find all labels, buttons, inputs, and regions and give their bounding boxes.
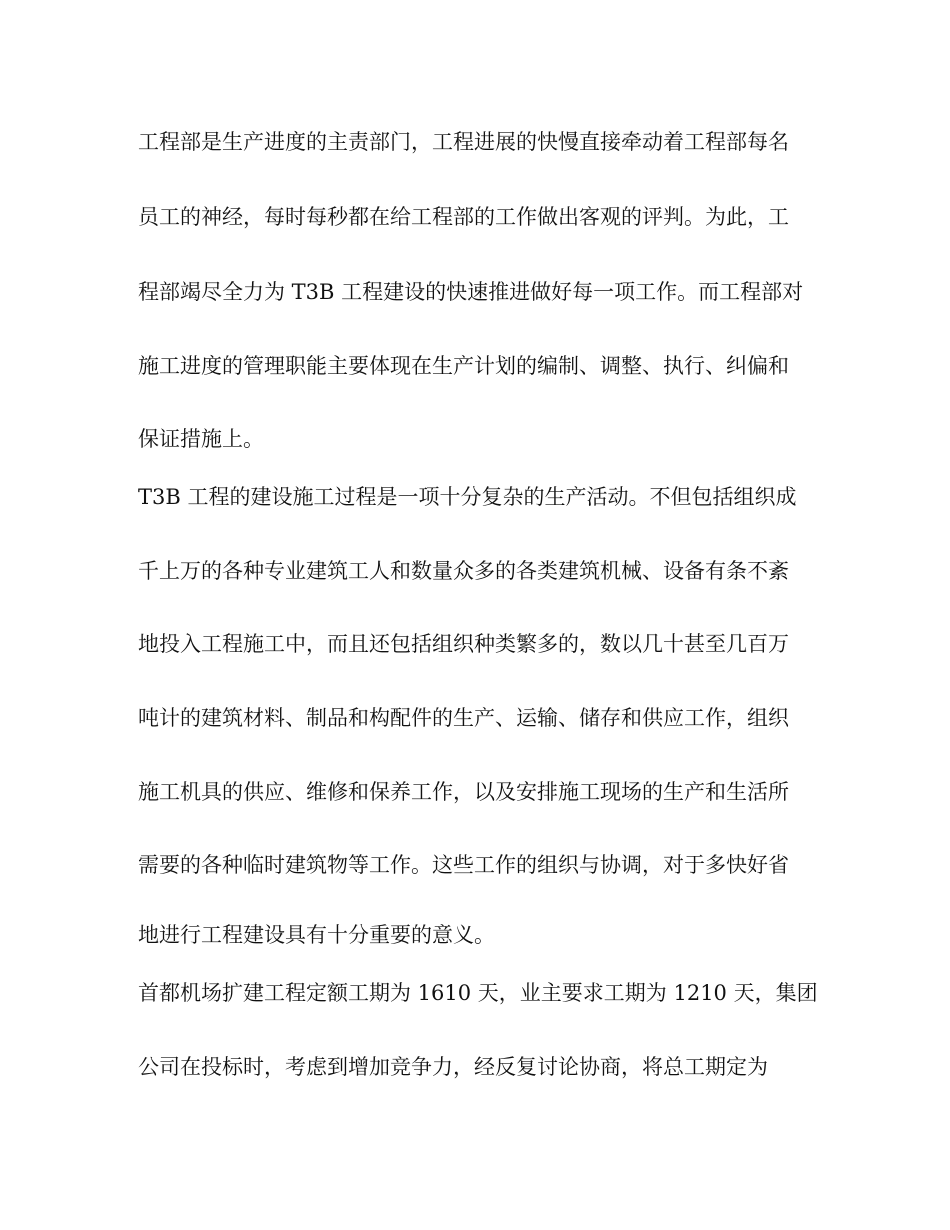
paragraph-2-line-3: 地投入工程施工中，而且还包括组织种类繁多的，数以几十甚至几百万 <box>138 632 789 656</box>
paragraph-3-line-1: 首都机场扩建工程定额工期为 1610 天，业主要求工期为 1210 天，集团 <box>138 981 818 1005</box>
paragraph-3-line-2: 公司在投标时，考虑到增加竞争力，经反复讨论协商，将总工期定为 <box>138 1055 768 1079</box>
paragraph-1-line-3: 程部竭尽全力为 T3B 工程建设的快速推进做好每一项工作。而工程部对 <box>138 280 804 304</box>
paragraph-2-line-5: 施工机具的供应、维修和保养工作，以及安排施工现场的生产和生活所 <box>138 780 789 804</box>
paragraph-1-line-5: 保证措施上。 <box>138 427 264 451</box>
paragraph-1-line-2: 员工的神经，每时每秒都在给工程部的工作做出客观的评判。为此，工 <box>138 205 789 229</box>
paragraph-2-line-4: 吨计的建筑材料、制品和构配件的生产、运输、储存和供应工作，组织 <box>138 706 789 730</box>
paragraph-1-line-1: 工程部是生产进度的主责部门，工程进展的快慢直接牵动着工程部每名 <box>138 130 789 154</box>
paragraph-2-line-7: 地进行工程建设具有十分重要的意义。 <box>138 923 495 947</box>
paragraph-2-line-1: T3B 工程的建设施工过程是一项十分复杂的生产活动。不但包括组织成 <box>138 485 797 509</box>
paragraph-2-line-2: 千上万的各种专业建筑工人和数量众多的各类建筑机械、设备有条不紊 <box>138 559 789 583</box>
paragraph-1-line-4: 施工进度的管理职能主要体现在生产计划的编制、调整、执行、纠偏和 <box>138 354 789 378</box>
paragraph-2-line-6: 需要的各种临时建筑物等工作。这些工作的组织与协调，对于多快好省 <box>138 853 789 877</box>
